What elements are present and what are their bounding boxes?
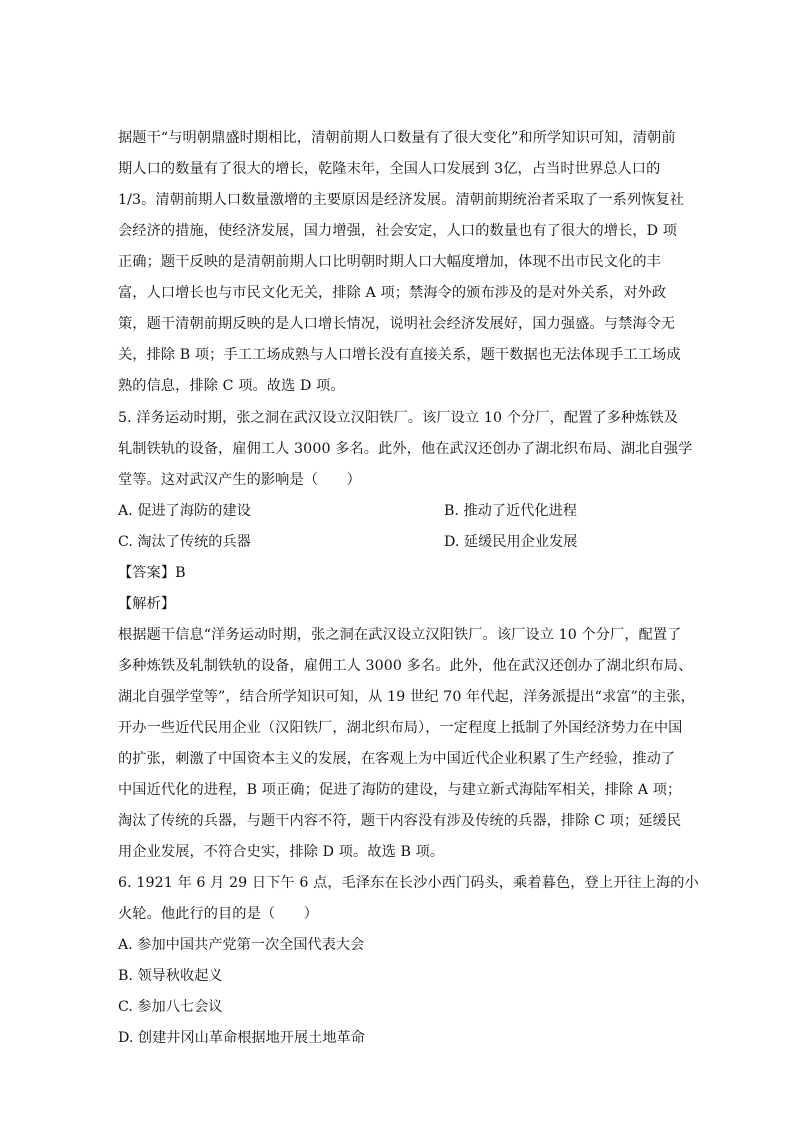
analysis-line: 1/3。清朝前期人口数量激增的主要原因是经济发展。清朝前期统治者采取了一系列恢复社 (118, 192, 685, 208)
question-5-option-c: C. 淘汰了传统的兵器 (118, 534, 251, 550)
analysis-line: 据题干“与明朝鼎盛时期相比，清朝前期人口数量有了很大变化”和所学知识可知，清朝前 (118, 130, 676, 146)
analysis-line: 开办一些近代民用企业（汉阳铁厂，湖北织布局），一定程度上抵制了外国经济势力在中国 (118, 720, 683, 736)
analysis-line: 淘汰了传统的兵器，与题干内容不符，题干内容没有涉及传统的兵器，排除 C 项；延缓民 (118, 813, 682, 829)
question-6-stem: 6. 1921 年 6 月 29 日下午 6 点，毛泽东在长沙小西门码头，乘着暮色，登上开往上海的小 (118, 875, 699, 891)
question-5-option-a: A. 促进了海防的建设 (118, 503, 251, 519)
question-6-stem: 火轮。他此行的目的是（ ） (118, 906, 319, 922)
question-5-stem: 轧制铁轨的设备，雇佣工人 3000 多名。此外，他在武汉还创办了湖北织布局、湖北自强学 (118, 441, 693, 457)
analysis-line: 中国近代化的进程，B 项正确；促进了海防的建设，与建立新式海陆军相关，排除 A 项； (118, 782, 682, 798)
analysis-line: 期人口的数量有了很大的增长，乾隆末年，全国人口发展到 3亿，占当时世界总人口的 (118, 161, 661, 177)
analysis-line: 多种炼铁及轧制铁轨的设备，雇佣工人 3000 多名。此外，他在武汉还创办了湖北织布局、 (118, 658, 693, 674)
question-6-option-a: A. 参加中国共产党第一次全国代表大会 (118, 937, 365, 953)
question-5-answer: 【答案】B (118, 565, 186, 581)
question-5-option-b: B. 推动了近代化进程 (444, 503, 577, 519)
question-6-option-c: C. 参加八七会议 (118, 999, 223, 1015)
analysis-line: 根据题干信息“洋务运动时期，张之洞在武汉设立汉阳铁厂。该厂设立 10 个分厂，配置了 (118, 627, 682, 643)
analysis-line: 会经济的措施，使经济发展，国力增强，社会安定，人口的数量也有了很大的增长，D 项 (118, 223, 678, 239)
analysis-line: 用企业发展，不符合史实，排除 D 项。故选 B 项。 (118, 844, 445, 860)
analysis-line: 正确；题干反映的是清朝前期人口比明朝时期人口大幅度增加，体现不出市民文化的丰 (118, 254, 661, 270)
question-5-stem: 堂等。这对武汉产生的影响是（ ） (118, 472, 361, 488)
question-5-option-d: D. 延缓民用企业发展 (444, 534, 578, 550)
analysis-line: 策，题干清朝前期反映的是人口增长情况，说明社会经济发展好，国力强盛。与禁海令无 (118, 316, 676, 332)
question-6-option-d: D. 创建井冈山革命根据地开展土地革命 (118, 1030, 365, 1046)
analysis-line: 的扩张，刺激了中国资本主义的发展，在客观上为中国近代企业积累了生产经验，推动了 (118, 751, 676, 767)
analysis-line: 关，排除 B 项；手工工场成熟与人口增长没有直接关系，题干数据也无法体现手工工场成 (118, 347, 681, 363)
question-6-option-b: B. 领导秋收起义 (118, 968, 223, 984)
analysis-line: 熟的信息，排除 C 项。故选 D 项。 (118, 378, 345, 394)
analysis-line: 富，人口增长也与市民文化无关，排除 A 项；禁海令的颁布涉及的是对外关系，对外政 (118, 285, 667, 301)
analysis-line: 湖北自强学堂等”，结合所学知识可知，从 19 世纪 70 年代起，洋务派提出“求富”的主张， (118, 689, 696, 705)
question-5-stem: 5. 洋务运动时期，张之洞在武汉设立汉阳铁厂。该厂设立 10 个分厂，配置了多种炼铁及 (118, 410, 679, 426)
question-5-analysis-label: 【解析】 (118, 596, 176, 612)
